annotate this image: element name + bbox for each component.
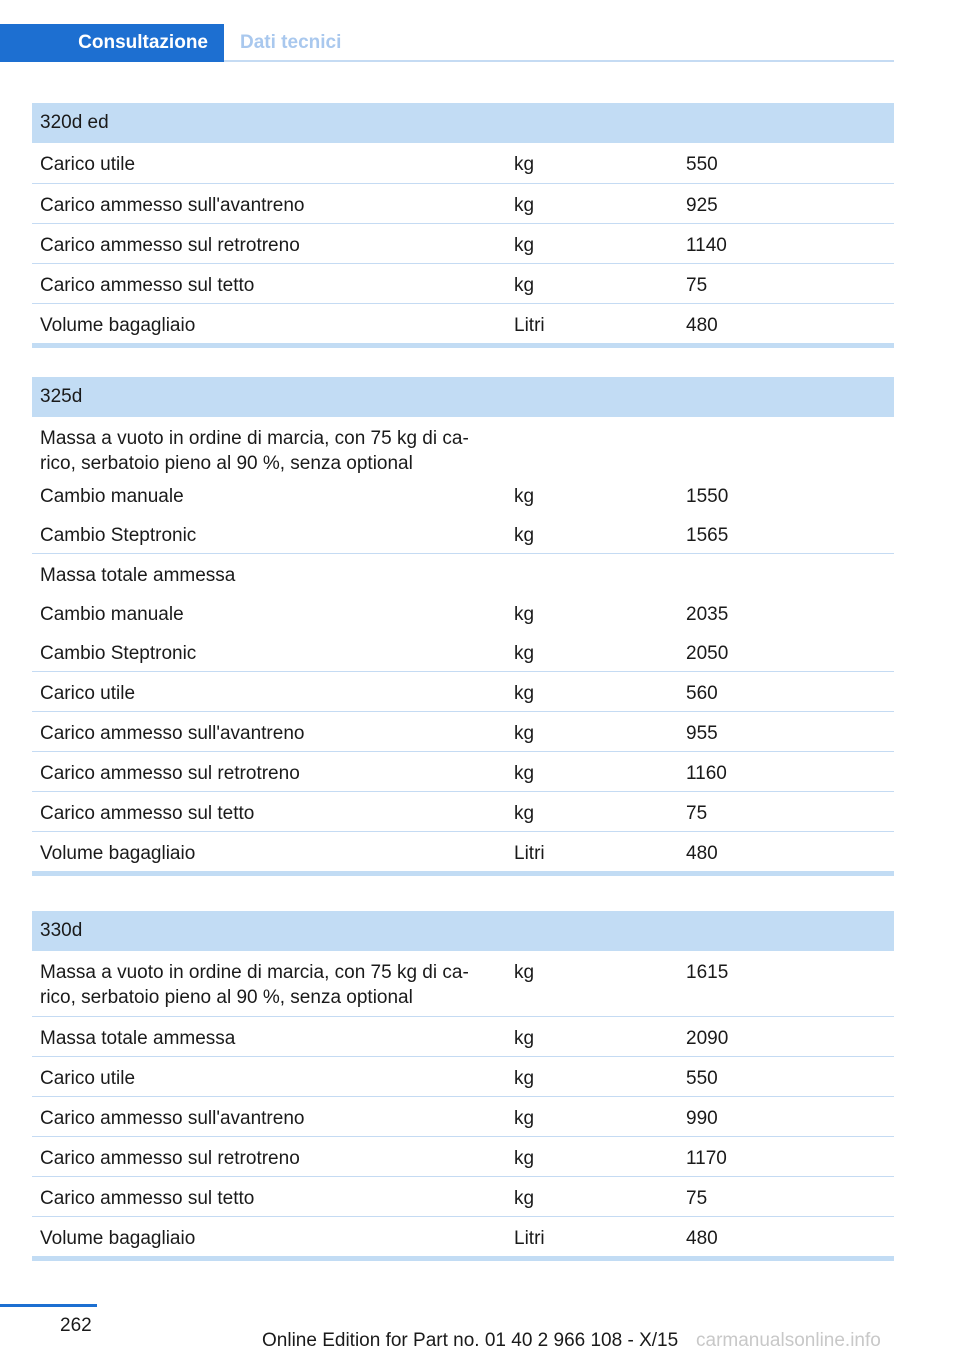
row-value: 75 — [686, 803, 708, 824]
table-end-rule — [32, 871, 894, 876]
row-value: 925 — [686, 195, 718, 216]
spec-table-title: 325d — [32, 377, 894, 417]
table-row — [32, 143, 894, 183]
row-label: Cambio manuale — [40, 486, 184, 507]
row-value: 1140 — [686, 235, 727, 256]
row-value: 550 — [686, 154, 718, 175]
spec-table-325d — [32, 377, 894, 876]
table-row — [32, 1176, 894, 1216]
table-row — [32, 831, 894, 871]
table-end-rule — [32, 343, 894, 348]
row-value: 480 — [686, 315, 718, 336]
row-label: Carico utile — [40, 683, 136, 704]
row-label: Cambio manuale — [40, 604, 184, 625]
edition-note: Online Edition for Part no. 01 40 2 966 108 - X/15 — [262, 1330, 679, 1351]
row-unit: kg — [514, 803, 535, 824]
row-label: Volume bagagliaio — [40, 843, 196, 864]
row-value: 560 — [686, 683, 718, 704]
page-number: 262 — [60, 1315, 92, 1336]
table-row — [32, 1136, 894, 1176]
table-row — [32, 183, 894, 223]
table-row — [32, 1216, 894, 1256]
row-unit: kg — [514, 235, 535, 256]
row-unit: kg — [514, 1028, 535, 1049]
row-value: 480 — [686, 843, 718, 864]
row-unit: Litri — [514, 843, 545, 864]
row-label: Cambio Steptronic — [40, 643, 197, 664]
row-label: Carico utile — [40, 1068, 136, 1089]
row-value: 1615 — [686, 962, 729, 983]
row-unit: Litri — [514, 1228, 545, 1249]
table-row — [32, 1016, 894, 1056]
row-unit: kg — [514, 1108, 535, 1129]
table-row — [32, 553, 894, 593]
header-bar — [0, 24, 894, 62]
table-row — [32, 791, 894, 831]
table-row — [32, 223, 894, 263]
table-row — [32, 711, 894, 751]
row-value: 480 — [686, 1228, 718, 1249]
row-unit: kg — [514, 195, 535, 216]
row-label: Carico ammesso sul retrotreno — [40, 763, 300, 784]
table-row — [32, 671, 894, 711]
row-value: 550 — [686, 1068, 718, 1089]
row-value: 1550 — [686, 486, 729, 507]
row-label: Carico ammesso sull'avantreno — [40, 1108, 305, 1129]
row-label: Carico ammesso sull'avantreno — [40, 195, 305, 216]
row-label: Carico ammesso sull'avantreno — [40, 723, 305, 744]
row-unit: kg — [514, 604, 535, 625]
table-row — [32, 475, 894, 514]
row-label: Carico ammesso sul tetto — [40, 275, 255, 296]
row-label: Carico utile — [40, 154, 136, 175]
row-value: 990 — [686, 1108, 718, 1129]
row-unit: kg — [514, 643, 535, 664]
row-unit: kg — [514, 1068, 535, 1089]
row-value: 2090 — [686, 1028, 729, 1049]
row-label: Massa totale ammessa — [40, 1028, 236, 1049]
row-label: Massa totale ammessa — [40, 565, 236, 586]
row-value: 955 — [686, 723, 718, 744]
row-unit: kg — [514, 763, 535, 784]
row-label: Carico ammesso sul retrotreno — [40, 235, 300, 256]
row-value: 75 — [686, 275, 708, 296]
row-value: 1170 — [686, 1148, 727, 1169]
footer-accent-line — [0, 1304, 97, 1307]
table-row — [32, 632, 894, 671]
row-label: Volume bagagliaio — [40, 315, 196, 336]
row-unit: kg — [514, 1188, 535, 1209]
spec-table-title: 330d — [32, 911, 894, 951]
row-label: Cambio Steptronic — [40, 525, 197, 546]
table-row — [32, 951, 894, 1016]
row-value: 2035 — [686, 604, 729, 625]
row-value: 1160 — [686, 763, 727, 784]
row-unit: kg — [514, 1148, 535, 1169]
row-unit: kg — [514, 962, 535, 983]
row-value: 1565 — [686, 525, 729, 546]
row-value: 2050 — [686, 643, 729, 664]
spec-table-320d-ed — [32, 103, 894, 348]
row-value: 75 — [686, 1188, 708, 1209]
table-row — [32, 514, 894, 553]
table-row — [32, 263, 894, 303]
table-row — [32, 751, 894, 791]
row-label: Carico ammesso sul tetto — [40, 1188, 255, 1209]
table-row — [32, 303, 894, 343]
header-divider — [224, 60, 894, 62]
row-unit: kg — [514, 486, 535, 507]
table-row — [32, 593, 894, 632]
row-unit: kg — [514, 275, 535, 296]
table-end-rule — [32, 1256, 894, 1261]
table-row — [32, 1056, 894, 1096]
row-label: Massa a vuoto in ordine di marcia, con 75 kg di ca- rico, serbatoio pieno al 90 %, senza optional — [40, 962, 469, 1008]
tab-dati-tecnici[interactable]: Dati tecnici — [240, 32, 342, 53]
row-label: Carico ammesso sul retrotreno — [40, 1148, 300, 1169]
table-row — [32, 1096, 894, 1136]
watermark: carmanualsonline.info — [696, 1330, 881, 1351]
row-unit: kg — [514, 683, 535, 704]
row-unit: Litri — [514, 315, 545, 336]
row-label: Volume bagagliaio — [40, 1228, 196, 1249]
spec-table-330d — [32, 911, 894, 1261]
row-unit: kg — [514, 525, 535, 546]
row-unit: kg — [514, 154, 535, 175]
spec-table-title: 320d ed — [32, 103, 894, 143]
row-label: Massa a vuoto in ordine di marcia, con 75 kg di ca- rico, serbatoio pieno al 90 %, senza optional — [40, 428, 469, 474]
row-unit: kg — [514, 723, 535, 744]
row-label: Carico ammesso sul tetto — [40, 803, 255, 824]
tab-consultazione[interactable]: Consultazione — [0, 24, 224, 62]
table-row — [32, 417, 894, 475]
